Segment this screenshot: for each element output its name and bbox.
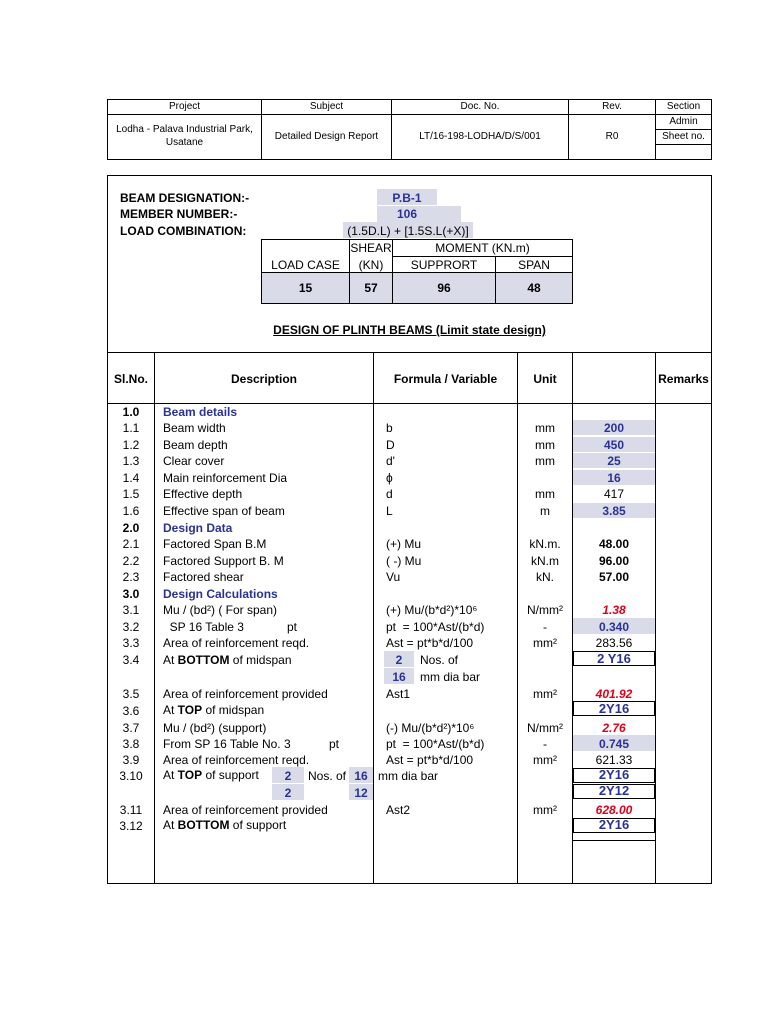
load-combination-value: (1.5D.L) + [1.5S.L(+X)]: [347, 224, 469, 238]
col-formula: Formula / Variable: [393, 372, 498, 386]
section-heading: Beam details: [163, 405, 238, 419]
project-name-line1: Lodha - Palava Industrial Park,: [116, 124, 253, 135]
load-combination-label: LOAD COMBINATION:: [120, 224, 247, 238]
load-case-header: LOAD CASE: [271, 258, 340, 272]
beam-designation-value: P.B-1: [392, 191, 422, 205]
section-heading: Design Data: [163, 521, 233, 535]
beam-designation-label: BEAM DESIGNATION:-: [120, 191, 250, 205]
header-col-subject: Subject: [309, 101, 344, 112]
header-col-rev: Rev.: [602, 101, 622, 112]
load-case-value: 15: [298, 281, 313, 295]
header-col-project: Project: [168, 101, 201, 112]
bar-dia: 16: [392, 670, 406, 684]
moment-header: MOMENT (KN.m): [435, 241, 530, 255]
col-description: Description: [230, 372, 297, 386]
bar-dia: 12: [354, 786, 368, 800]
header-col-section: Section: [666, 101, 701, 112]
col-unit: Unit: [533, 372, 557, 386]
col-slno: Sl.No.: [113, 372, 148, 386]
member-number-label: MEMBER NUMBER:-: [120, 207, 238, 221]
subject-value: Detailed Design Report: [274, 131, 379, 142]
bar-count: 2: [395, 653, 403, 667]
bar-count: 2: [284, 769, 292, 783]
section-heading: Design Calculations: [163, 587, 278, 601]
design-title: DESIGN OF PLINTH BEAMS (Limit state design): [273, 323, 546, 337]
shear-value: 57: [364, 281, 378, 295]
span-header: SPAN: [518, 258, 550, 272]
kn-unit-header: (KN): [358, 258, 384, 272]
section-value: Admin: [669, 116, 698, 127]
member-number-value: 106: [396, 207, 418, 221]
document-page: Project Subject Doc. No. Rev. Section Lodha - Palava Industrial Park, Usatane Detailed Design Report LT/16-198-LODHA/D/S/001 R0 Admin Sheet no. BEAM DESIGNATION:- P.B-1 MEMBER NUMBER:- 106 LOAD COMBINATION: (1.5D.L) + [1.5S.L(+X)] SHEAR MOMENT (KN.m) LOAD CASE (KN) SUPPRORT SPAN 15 57 96 48 DESIGN OF PLINTH BEAMS (Limit state design) Sl.No. Description Formula / Variable Unit Remarks 1.0 Beam details 1.1 Beam width b mm 200 1.2 Beam depth D mm 450 1.3 Clear cover d' mm 25 1.4 Main reinforcement Dia ϕ 16 1.5 Effective depth d mm 417 1.6 Effective span of beam L m 3.85 2.0 Design Data 2.1 Factored Span B.M (+) Mu kN.m. 48.00 2.2 Factored Support B. M ( -) Mu kN.m 96.00 2.3 Factored shear Vu kN. 57.00 3.0 Design Calculations 3.1 Mu / (bd²) ( For span) (+) Mu/(b*d²)*10⁶ N/mm² 1.38 3.2 SP 16 Table 3 pt pt = 100*Ast/(b*d) - 0.340 3.3 Area of reinforcement reqd. Ast = pt*b*d/100 mm² 283.56 3.4 At BOTTOM of midspan 2 Nos. of 16 mm dia bar 2 Y16 3.5 Area of reinforcement provided Ast1 mm² 401.92 3.6 At TOP of midspan 2Y16 3.7 Mu / (bd²) (support) (-) Mu/(b*d²)*10⁶ N/mm² 2.76 3.8 From SP 16 Table No. 3 pt pt = 100*Ast/(b*d) - 0.745 3.9 Area of reinforcement reqd. Ast = pt*b*d/100 mm² 621.33 3.10 At TOP of support 2 Nos. of 16 mm dia bar 2 12 2Y16 2Y12 3.11 Area of reinforcement provided Ast2 mm² 628.00 3.12 At BOTTOM of support 2Y16: [0, 0, 768, 1024]
sheet-no-label: Sheet no.: [662, 131, 705, 142]
bar-dia: 16: [354, 769, 368, 783]
support-moment-value: 96: [437, 281, 451, 295]
header-col-docno: Doc. No.: [460, 101, 500, 112]
col-remarks: Remarks: [658, 372, 709, 386]
shear-header: SHEAR: [350, 241, 392, 255]
docno-value: LT/16-198-LODHA/D/S/001: [419, 131, 541, 142]
rev-value: R0: [605, 131, 619, 142]
project-name-line2: Usatane: [165, 137, 204, 148]
support-header: SUPPRORT: [410, 258, 478, 272]
span-moment-value: 48: [527, 281, 541, 295]
bar-count: 2: [284, 786, 292, 800]
